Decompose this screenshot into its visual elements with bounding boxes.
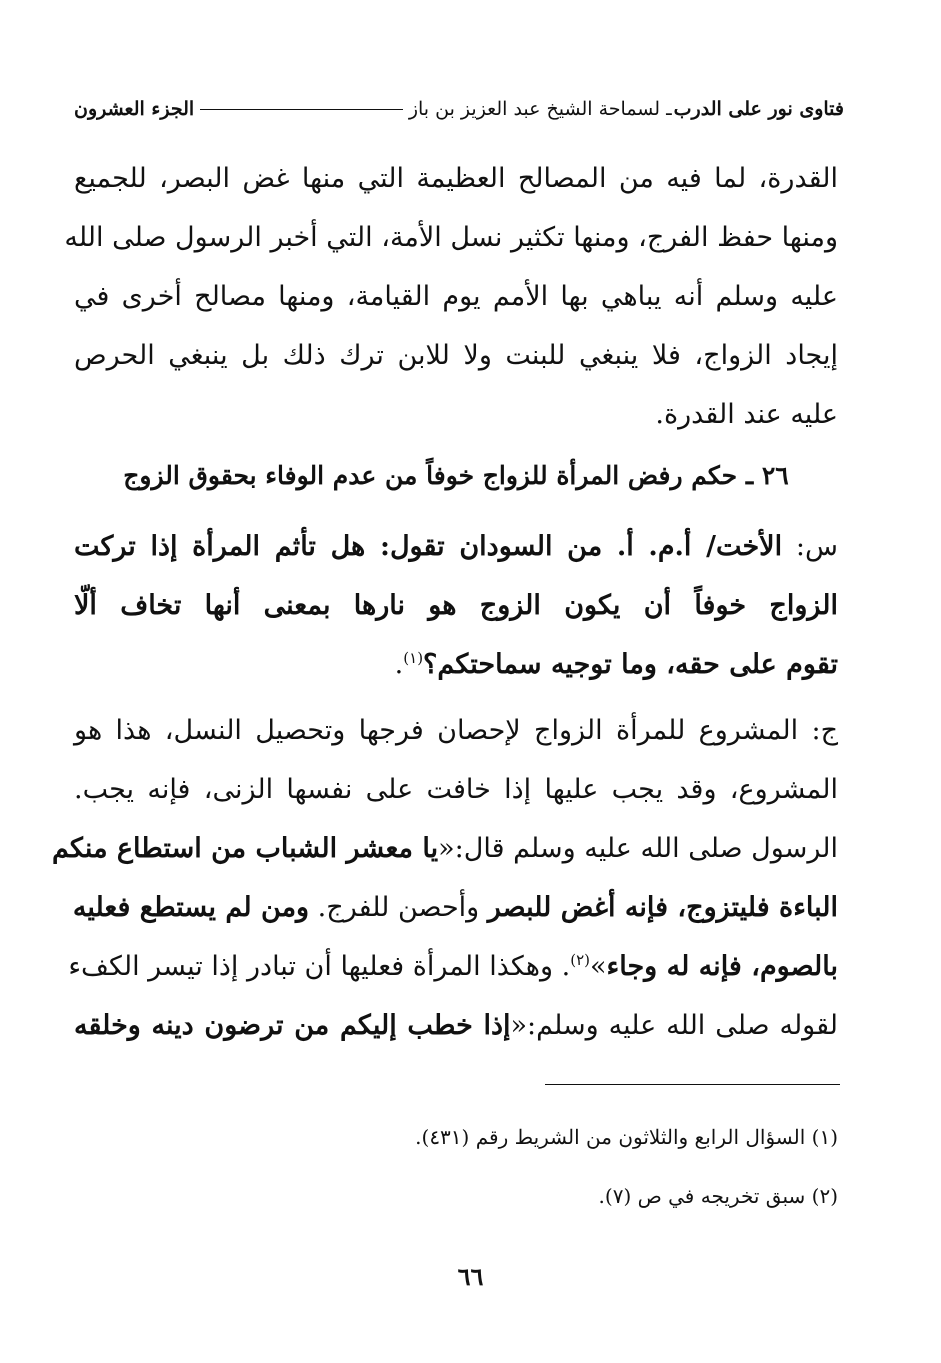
body-line: القدرة، لما فيه من المصالح العظيمة التي منها غض البصر، للجميع <box>74 163 838 194</box>
footnote-1: (١) السؤال الرابع والثلاثون من الشريط رقم (٤٣١). <box>415 1125 838 1149</box>
question-line <box>74 527 838 567</box>
body-line: عليه عند القدرة. <box>655 399 838 430</box>
answer-line: ج: المشروع للمرأة الزواج لإحصان فرجها وتحصيل النسل، هذا هو <box>74 715 838 746</box>
body-line: عليه وسلم أنه يباهي بها الأمم يوم القيامة، ومنها مصالح أخرى في <box>74 281 838 312</box>
question-line: الزواج خوفاً أن يكون الزوج هو نارها بمعنى أنها تخاف ألّا <box>74 590 838 621</box>
answer-line <box>52 829 838 869</box>
header-series-title: فتاوى نور على الدرب <box>673 98 844 120</box>
answer-line <box>74 888 838 928</box>
question-prefix: س: <box>782 531 838 562</box>
header-author: ـ لسماحة الشيخ عبد العزيز بن باز <box>408 98 672 120</box>
hadith-text: بالصوم، فإنه له وجاء <box>606 951 838 982</box>
section-heading: ٢٦ ـ حكم رفض المرأة للزواج خوفاً من عدم الوفاء بحقوق الزوج <box>123 461 789 490</box>
answer-line <box>74 1006 838 1046</box>
question-end: . <box>394 649 404 680</box>
answer-text: . وهكذا المرأة فعليها أن تبادر إذا تيسر الكفء <box>68 951 571 982</box>
answer-text: الرسول صلى الله عليه وسلم قال:« <box>438 833 838 864</box>
footnote-ref: (٢) <box>570 951 591 969</box>
running-header <box>74 92 844 126</box>
hadith-text: وأحصن للفرج. <box>309 892 488 923</box>
footnote-2: (٢) سبق تخريجه في ص (٧). <box>598 1184 838 1208</box>
question-text: تقوم على حقه، وما توجيه سماحتكم؟ <box>423 649 838 680</box>
footnote-ref: (١) <box>403 649 424 667</box>
hadith-text: الباءة فليتزوج، فإنه أغض للبصر <box>487 892 838 923</box>
hadith-text: ومن لم يستطع فعليه <box>72 892 310 923</box>
header-part: الجزء العشرون <box>74 98 195 120</box>
question-line <box>74 645 838 685</box>
hadith-text: يا معشر الشباب من استطاع منكم <box>52 833 439 864</box>
page-number: ٦٦ <box>457 1262 484 1291</box>
body-line: إيجاد الزواج، فلا ينبغي للبنت ولا للابن ترك ذلك بل ينبغي الحرص <box>74 340 838 371</box>
answer-text: لقوله صلى الله عليه وسلم:« <box>510 1010 839 1041</box>
body-line: ومنها حفظ الفرج، ومنها تكثير نسل الأمة، التي أخبر الرسول صلى الله <box>64 222 838 253</box>
quote-close: » <box>590 951 607 982</box>
header-rule <box>200 109 403 110</box>
question-text: الأخت/ أ.م. أ. من السودان تقول: هل تأثم المرأة إذا تركت <box>74 531 783 562</box>
answer-line: المشروع، وقد يجب عليها إذا خافت على نفسها الزنى، فإنه يجب. <box>74 774 838 805</box>
hadith-text: إذا خطب إليكم من ترضون دينه وخلقه <box>74 1010 511 1041</box>
footnote-rule <box>545 1084 840 1085</box>
answer-line <box>68 947 838 987</box>
